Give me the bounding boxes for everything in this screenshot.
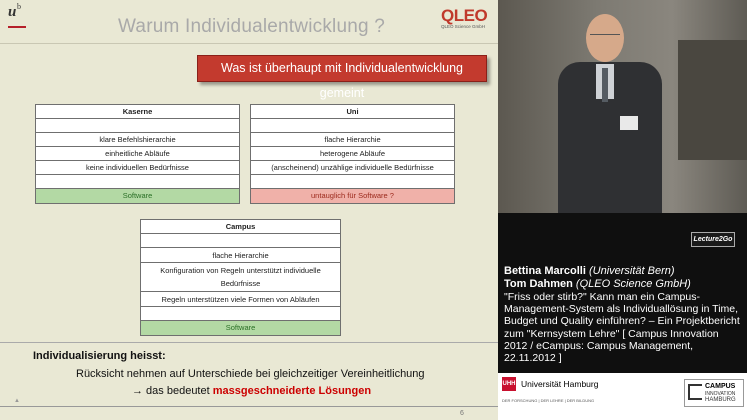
ci-line2: INNOVATION bbox=[705, 391, 736, 397]
lecture2go-text: Lecture2Go bbox=[693, 236, 733, 243]
speaker1-affiliation: (Universität Bern) bbox=[588, 265, 675, 277]
speaker-glasses bbox=[590, 34, 620, 41]
video-wall-panel bbox=[678, 40, 747, 160]
table-row: klare Befehlshierarchie bbox=[36, 133, 239, 147]
speaker2-affiliation: (QLEO Science GmbH) bbox=[575, 278, 691, 290]
kaserne-table bbox=[35, 104, 240, 204]
uhh-tagline: DER FORSCHUNG | DER LEHRE | DER BILDUNG bbox=[502, 398, 595, 403]
speaker-figure bbox=[548, 14, 673, 213]
campus-innovation-icon bbox=[688, 384, 702, 400]
triangle-icon: ▲ bbox=[14, 398, 20, 404]
ci-line3: HAMBURG bbox=[705, 397, 736, 403]
table-row: Konfiguration von Regeln unterstützt individuelle Bedürfnisse bbox=[141, 263, 340, 292]
speaker-video bbox=[498, 0, 747, 213]
table-header: Campus bbox=[141, 220, 340, 234]
table-header: Kaserne bbox=[36, 105, 239, 119]
footer-divider bbox=[0, 406, 498, 407]
table-row: heterogene Abläufe bbox=[251, 147, 454, 161]
slide-banner: Was ist überhaupt mit Individualentwicklung gemeint bbox=[197, 55, 487, 82]
table-row: einheitliche Abläufe bbox=[36, 147, 239, 161]
table-header: Uni bbox=[251, 105, 454, 119]
table-result: Software bbox=[36, 189, 239, 203]
qleo-logo bbox=[441, 6, 487, 29]
summary-conclusion bbox=[132, 385, 371, 397]
lecture-info-panel bbox=[498, 213, 747, 420]
table-row bbox=[141, 234, 340, 248]
lecture2go-logo bbox=[691, 232, 735, 247]
summary-line: Rücksicht nehmen auf Unterschiede bei gleichzeitiger Vereinheitlichung bbox=[76, 368, 425, 380]
speaker-tie bbox=[602, 68, 608, 102]
university-bern-logo bbox=[6, 4, 32, 34]
uhh-logo bbox=[502, 377, 599, 403]
table-row bbox=[36, 175, 239, 189]
table-row bbox=[251, 119, 454, 133]
summary-heading: Individualisierung heisst: bbox=[33, 350, 166, 362]
logo-letter: u bbox=[8, 4, 17, 20]
table-row bbox=[141, 307, 340, 321]
table-row: (anscheinend) unzählige individuelle Bedürfnisse bbox=[251, 161, 454, 175]
table-row: keine individuellen Bedürfnisse bbox=[36, 161, 239, 175]
uhh-logo-block: UHH bbox=[502, 377, 516, 391]
sponsor-footer bbox=[498, 373, 747, 420]
logo-bar bbox=[8, 26, 26, 28]
speaker2-name: Tom Dahmen bbox=[504, 278, 573, 290]
page-number: 6 bbox=[460, 410, 464, 417]
summary-conclusion-prefix: → das bedeutet bbox=[132, 385, 210, 397]
table-row: flache Hierarchie bbox=[251, 133, 454, 147]
qleo-logo-sub: QLEO Science GmbH bbox=[441, 24, 486, 29]
ci-line1: CAMPUS bbox=[705, 383, 736, 390]
title-divider bbox=[0, 43, 498, 44]
speaker-names bbox=[504, 265, 691, 291]
table-result: untauglich für Software ? bbox=[251, 189, 454, 203]
uhh-name: Universität Hamburg bbox=[521, 379, 599, 389]
name-badge bbox=[620, 116, 638, 130]
table-row: flache Hierarchie bbox=[141, 248, 340, 263]
qleo-logo-text: QLEO bbox=[441, 6, 488, 25]
table-result: Software bbox=[141, 321, 340, 335]
logo-sup: b bbox=[17, 2, 21, 11]
lecture-description: "Friss oder stirb?" Kann man ein Campus-Management-System als Individuallösung in Time, Budget und Quality einführen? – Ein Projektbericht zum "Kernsystem Lehre" [ Campus Innovation 2012 / eCampus: Campus Management, 22.11.2012 ] bbox=[504, 291, 740, 365]
table-row: Regeln unterstützen viele Formen von Abläufen bbox=[141, 292, 340, 307]
slide-title: Warum Individualentwicklung ? bbox=[118, 16, 385, 37]
table-row bbox=[36, 119, 239, 133]
campus-table bbox=[140, 219, 341, 336]
summary-highlight: massgeschneiderte Lösungen bbox=[212, 385, 372, 397]
summary-divider bbox=[0, 342, 498, 343]
speaker1-name: Bettina Marcolli bbox=[504, 265, 586, 277]
campus-innovation-logo bbox=[684, 379, 744, 407]
table-row bbox=[251, 175, 454, 189]
uni-table bbox=[250, 104, 455, 204]
